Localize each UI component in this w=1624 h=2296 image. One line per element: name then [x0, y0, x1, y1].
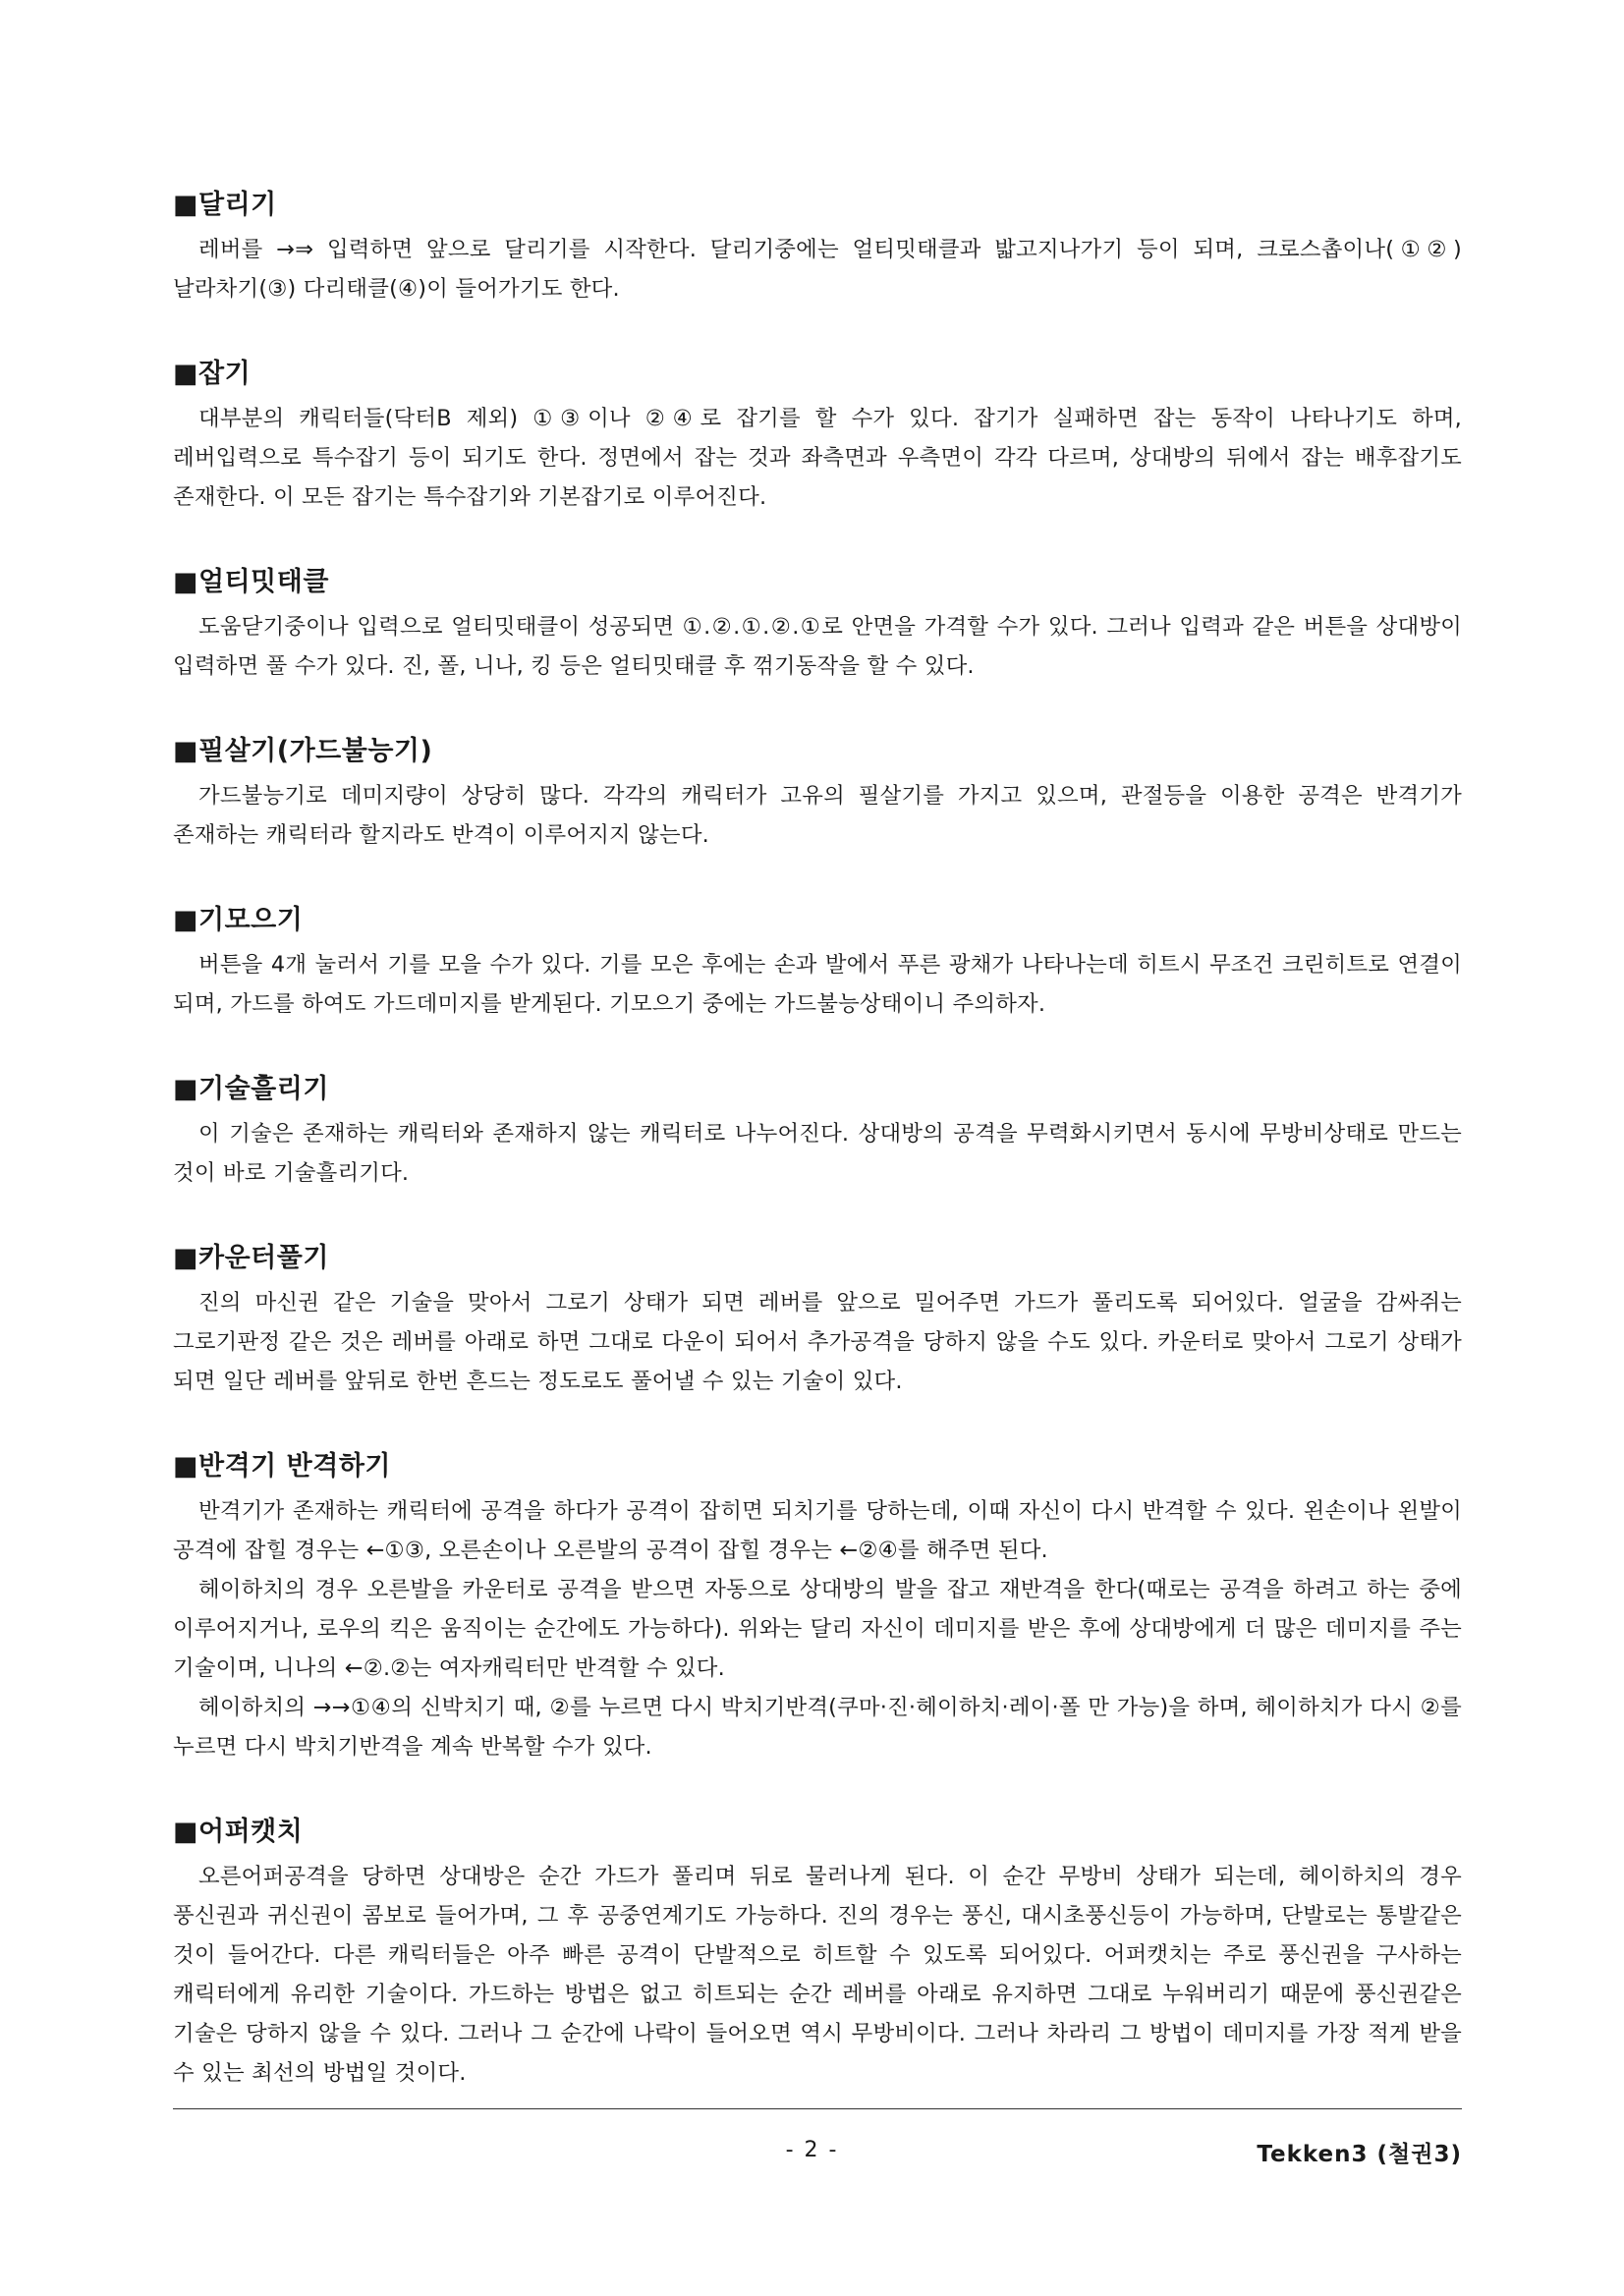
section-heading: ■기술흘리기	[173, 1074, 329, 1104]
section-paragraph: 헤이하치의 →→①④의 신박치기 때, ②를 누르면 다시 박치기반격(쿠마·진·헤이하치·레이·폴 만 가능)을 하며, 헤이하치가 다시 ②를 누르면 다시 박치기반격을 계속 반복할 수가 있다.	[173, 1695, 1462, 1760]
section-heading: ■달리기	[173, 190, 277, 220]
section-paragraph: 반격기가 존재하는 캐릭터에 공격을 하다가 공격이 잡히면 되치기를 당하는데, 이때 자신이 다시 반격할 수 있다. 왼손이나 왼발이 공격에 잡힐 경우는 ←①③, 오른손이나 오른발의 공격이 잡힐 경우는 ←②④를 해주면 된다.	[173, 1498, 1462, 1563]
section-paragraph: 레버를 →⇒ 입력하면 앞으로 달리기를 시작한다. 달리기중에는 얼티밋태클과 밟고지나가기 등이 되며, 크로스촙이나(①②) 날라차기(③) 다리태클(④)이 들어가기도 한다.	[173, 237, 1462, 302]
section-reversal-counter	[173, 1448, 1462, 1766]
footer-divider	[173, 2108, 1462, 2109]
page-content	[173, 187, 1462, 2140]
section-parry	[173, 1071, 1462, 1193]
document-title: Tekken3 (철권3)	[1257, 2142, 1462, 2167]
section-paragraph: 헤이하치의 경우 오른발을 카운터로 공격을 받으면 자동으로 상대방의 발을 잡고 재반격을 한다(때로는 공격을 하려고 하는 중에 이루어지거나, 로우의 킥은 움직이는 순간에도 가능하다). 위와는 달리 자신이 데미지를 받은 후에 상대방에게 더 많은 데미지를 주는 기술이며, 니나의 ←②.②는 여자캐릭터만 반격할 수 있다.	[173, 1577, 1462, 1681]
section-paragraph: 오른어퍼공격을 당하면 상대방은 순간 가드가 풀리며 뒤로 물러나게 된다. 이 순간 무방비 상태가 되는데, 헤이하치의 경우 풍신권과 귀신권이 콤보로 들어가며, 그 후 공중연계기도 가능하다. 진의 경우는 풍신, 대시초풍신등이 가능하며, 단발로는 통발같은 것이 들어간다. 다른 캐릭터들은 아주 빠른 공격이 단발적으로 히트할 수 있도록 되어있다. 어퍼캣치는 주로 풍신권을 구사하는 캐릭터에게 유리한 기술이다. 가드하는 방법은 없고 히트되는 순간 레버를 아래로 유지하면 그대로 누워버리기 때문에 풍신권같은 기술은 당하지 않을 수 있다. 그러나 그 순간에 나락이 들어오면 역시 무방비이다. 그러나 차라리 그 방법이 데미지를 가장 적게 받을 수 있는 최선의 방법일 것이다.	[173, 1864, 1462, 2086]
section-counter-escape	[173, 1240, 1462, 1401]
section-upper-catch	[173, 1814, 1462, 2093]
section-paragraph: 진의 마신권 같은 기술을 맞아서 그로기 상태가 되면 레버를 앞으로 밀어주면 가드가 풀리도록 되어있다. 얼굴을 감싸쥐는 그로기판정 같은 것은 레버를 아래로 하면 그대로 다운이 되어서 추가공격을 당하지 않을 수도 있다. 카운터로 맞아서 그로기 상태가 되면 일단 레버를 앞뒤로 한번 흔드는 정도로도 풀어낼 수 있는 기술이 있다.	[173, 1290, 1462, 1394]
section-heading: ■잡기	[173, 359, 252, 389]
section-paragraph: 대부분의 캐릭터들(닥터B 제외) ①③이나 ②④로 잡기를 할 수가 있다. 잡기가 실패하면 잡는 동작이 나타나기도 하며, 레버입력으로 특수잡기 등이 되기도 한다. 정면에서 잡는 것과 좌측면과 우측면이 각각 다르며, 상대방의 뒤에서 잡는 배후잡기도 존재한다. 이 모든 잡기는 특수잡기와 기본잡기로 이루어진다.	[173, 406, 1462, 510]
page-number: - 2 -	[785, 2138, 839, 2162]
section-paragraph: 도움닫기중이나 입력으로 얼티밋태클이 성공되면 ①.②.①.②.①로 안면을 가격할 수가 있다. 그러나 입력과 같은 버튼을 상대방이 입력하면 풀 수가 있다. 진, 폴, 니나, 킹 등은 얼티밋태클 후 꺾기동작을 할 수 있다.	[173, 614, 1462, 679]
section-grab	[173, 356, 1462, 517]
section-running	[173, 187, 1462, 308]
section-ultimate-tackle	[173, 564, 1462, 686]
section-charge	[173, 902, 1462, 1024]
section-heading: ■반격기 반격하기	[173, 1451, 391, 1482]
section-heading: ■필살기(가드불능기)	[173, 736, 433, 766]
section-paragraph: 이 기술은 존재하는 캐릭터와 존재하지 않는 캐릭터로 나누어진다. 상대방의 공격을 무력화시키면서 동시에 무방비상태로 만드는 것이 바로 기술흘리기다.	[173, 1121, 1462, 1186]
section-unblockable	[173, 733, 1462, 855]
section-heading: ■어퍼캣치	[173, 1817, 304, 1847]
section-heading: ■카운터풀기	[173, 1243, 329, 1273]
section-heading: ■기모으기	[173, 905, 304, 935]
section-paragraph: 버튼을 4개 눌러서 기를 모을 수가 있다. 기를 모은 후에는 손과 발에서 푸른 광채가 나타나는데 히트시 무조건 크린히트로 연결이 되며, 가드를 하여도 가드데미지를 받게된다. 기모으기 중에는 가드불능상태이니 주의하자.	[173, 952, 1462, 1017]
section-paragraph: 가드불능기로 데미지량이 상당히 많다. 각각의 캐릭터가 고유의 필살기를 가지고 있으며, 관절등을 이용한 공격은 반격기가 존재하는 캐릭터라 할지라도 반격이 이루어지지 않는다.	[173, 783, 1462, 848]
section-heading: ■얼티밋태클	[173, 567, 329, 597]
